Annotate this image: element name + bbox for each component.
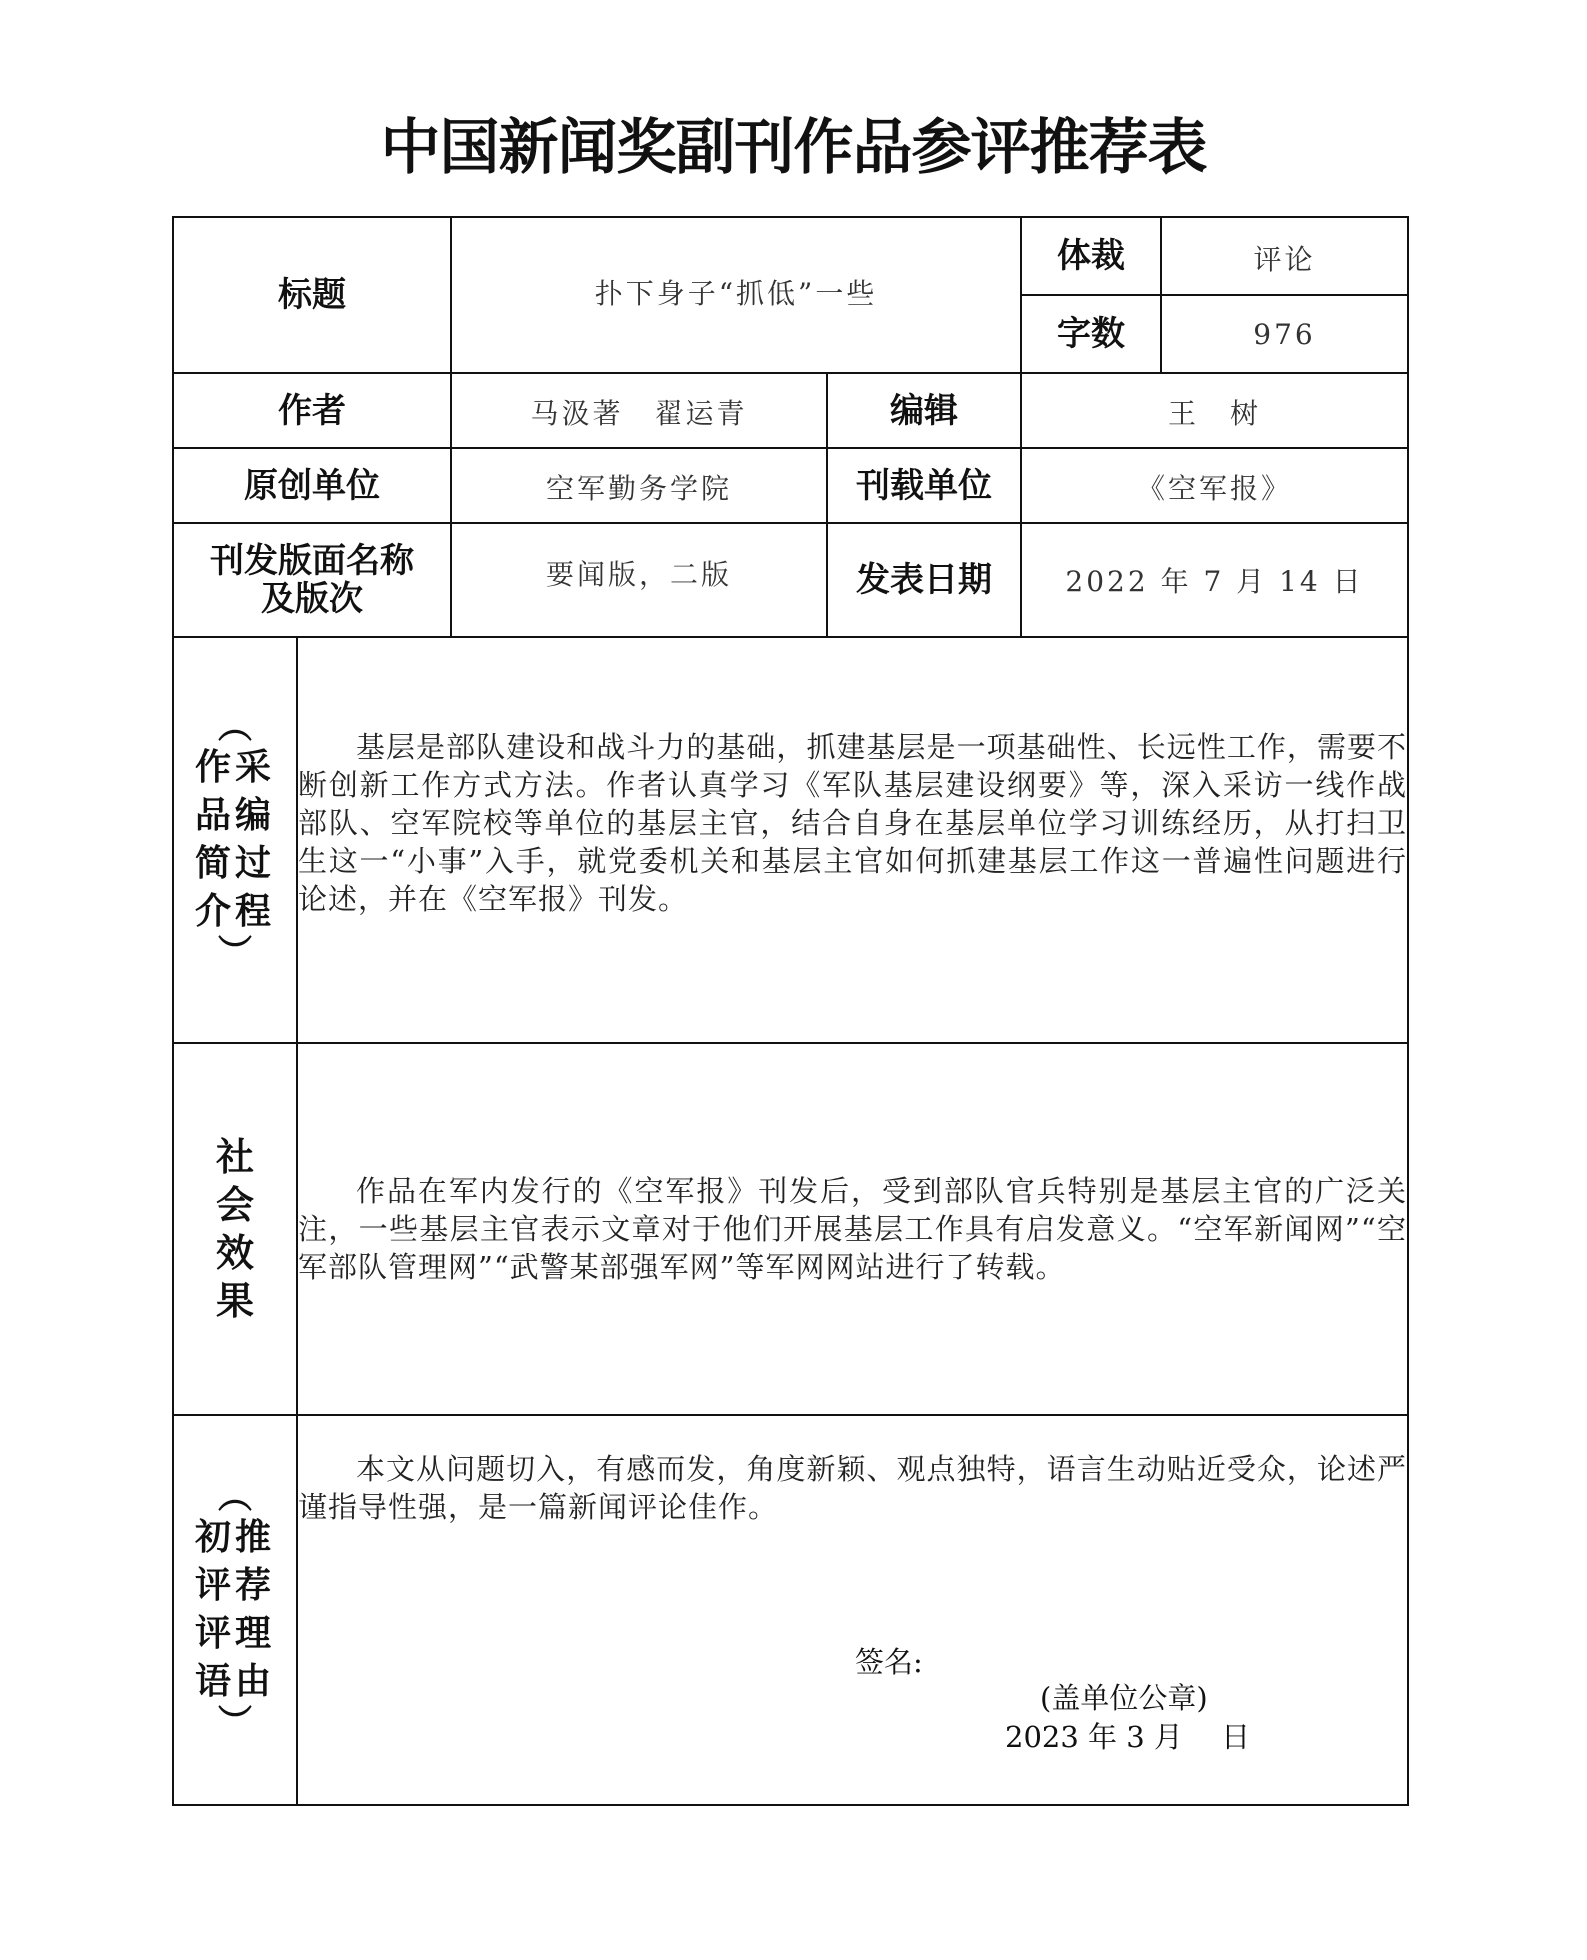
- effect-text-cell: [297, 1043, 1408, 1415]
- publisher-label: 刊载单位: [856, 465, 992, 506]
- document-title: 中国新闻奖副刊作品参评推荐表: [380, 113, 1207, 183]
- word-count-value: 976: [1253, 318, 1316, 351]
- title-label-cell: [173, 217, 451, 373]
- page-name-label-cell: [173, 523, 451, 637]
- author-value: 马汲著 翟运青: [530, 397, 748, 430]
- signature-date: 2023 年 3 月 日: [1005, 1720, 1251, 1754]
- reason-text: 本文从问题切入，有感而发，角度新颖、观点独特，语言生动贴近受众，论述严谨指导性强，是一篇新闻评论佳作。: [298, 1452, 1408, 1524]
- seal-label: (盖单位公章): [1040, 1681, 1208, 1715]
- pub-date-label-cell: [827, 523, 1021, 637]
- word-count-label: 字数: [1057, 314, 1126, 354]
- page-name-label-line2: 及版次: [261, 579, 363, 619]
- author-label-cell: [173, 373, 451, 448]
- title-value-cell: [451, 217, 1021, 373]
- page-name-value-cell: [451, 523, 827, 637]
- genre-value: 评论: [1253, 243, 1316, 276]
- pub-date-value: 2022 年 7 月 14 日: [1065, 565, 1364, 598]
- editor-label-cell: [827, 373, 1021, 448]
- publisher-label-cell: [827, 448, 1021, 523]
- reason-label: ︵ 初推 评荐 评理 语由 ︶: [194, 1477, 275, 1743]
- effect-label: 社 会 效 果: [215, 1135, 254, 1323]
- publisher-value-cell: [1021, 448, 1408, 523]
- original-unit-value-cell: [451, 448, 827, 523]
- summary-text: 基层是部队建设和战斗力的基础，抓建基层是一项基础性、长远性工作，需要不断创新工作方式方法。作者认真学习《军队基层建设纲要》等，深入采访一线作战部队、空军院校等单位的基层主官，结合自身在基层单位学习训练经历，从打扫卫生这一“小事”入手，就党委机关和基层主官如何抓建基层工作这一普遍性问题进行论述，并在《空军报》刊发。: [298, 730, 1408, 916]
- author-label: 作者: [278, 390, 346, 431]
- recommendation-form-table: [172, 216, 1409, 1806]
- page-name-value: 要闻版，二版: [545, 558, 732, 591]
- effect-label-cell: [173, 1043, 297, 1415]
- title-label: 标题: [278, 275, 346, 315]
- original-unit-value: 空军勤务学院: [545, 472, 732, 505]
- original-unit-label-cell: [173, 448, 451, 523]
- author-value-cell: [451, 373, 827, 448]
- word-count-value-cell: [1161, 295, 1408, 373]
- editor-value-cell: [1021, 373, 1408, 448]
- pub-date-value-cell: [1021, 523, 1408, 637]
- title-value: 扑下身子“抓低”一些: [594, 277, 878, 310]
- summary-label: ︵ 作采 品编 简过 介程 ︶: [194, 707, 275, 973]
- effect-text: 作品在军内发行的《空军报》刊发后，受到部队官兵特别是基层主官的广泛关注，一些基层主官表示文章对于他们开展基层工作具有启发意义。“空军新闻网”“空军部队管理网”“武警某部强军网”等军网网站进行了转载。: [298, 1174, 1408, 1284]
- summary-text-cell: [297, 637, 1408, 1043]
- genre-label: 体裁: [1057, 236, 1126, 276]
- signature-label: 签名:: [855, 1645, 923, 1679]
- reason-label-cell: [173, 1415, 297, 1805]
- genre-value-cell: [1161, 217, 1408, 295]
- page-name-label-line1: 刊发版面名称: [210, 541, 414, 581]
- editor-value: 王 树: [1168, 397, 1262, 430]
- genre-label-cell: [1021, 217, 1161, 295]
- editor-label: 编辑: [890, 390, 958, 431]
- summary-label-cell: [173, 637, 297, 1043]
- original-unit-label: 原创单位: [244, 465, 380, 506]
- pub-date-label: 发表日期: [856, 560, 992, 600]
- word-count-label-cell: [1021, 295, 1161, 373]
- publisher-value: 《空军报》: [1137, 472, 1293, 505]
